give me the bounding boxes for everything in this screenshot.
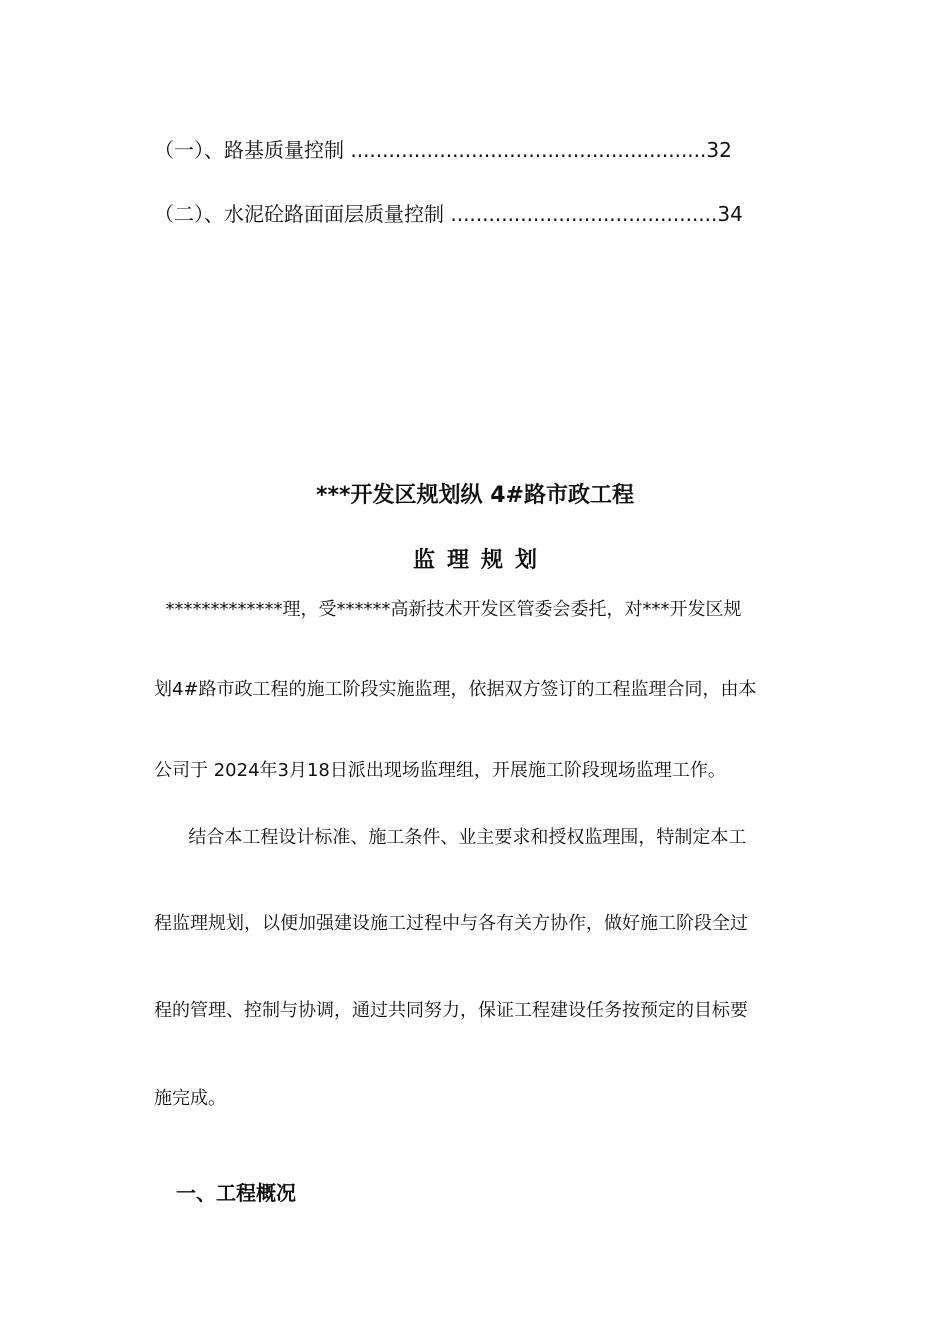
paragraph-line: 划4#路市政工程的施工阶段实施监理，依据双方签订的工程监理合同，由本 [154, 679, 757, 700]
toc-entry-page: 32 [706, 138, 732, 162]
toc-entry-label: （一）、路基质量控制 [154, 138, 351, 162]
paragraph-line: *************理，受******高新技术开发区管委会委托，对***开发区规 [154, 599, 742, 620]
paragraph-line: 施完成。 [154, 1088, 226, 1109]
toc-entry[interactable] [154, 202, 743, 226]
paragraph-line: 程监理规划，以便加强建设施工过程中与各有关方协作，做好施工阶段全过 [154, 913, 748, 934]
toc-entry-page: 34 [717, 202, 743, 226]
document-title: ***开发区规划纵 4#路市政工程 [316, 483, 634, 508]
paragraph-line: 公司于 2024年3月18日派出现场监理组，开展施工阶段现场监理工作。 [154, 760, 726, 781]
paragraph-line: 结合本工程设计标准、施工条件、业主要求和授权监理围，特制定本工 [154, 827, 747, 848]
paragraph-line: 程的管理、控制与协调，通过共同努力，保证工程建设任务按预定的目标要 [154, 1000, 748, 1021]
toc-entry-leader: ........................................................ [350, 138, 707, 162]
document-subtitle: 监理规划 [412, 548, 549, 573]
toc-entry[interactable] [154, 138, 732, 162]
toc-entry-leader: .......................................... [450, 202, 718, 226]
toc-entry-label: （二）、水泥砼路面面层质量控制 [154, 202, 451, 226]
section-heading: 一、工程概况 [176, 1181, 296, 1205]
